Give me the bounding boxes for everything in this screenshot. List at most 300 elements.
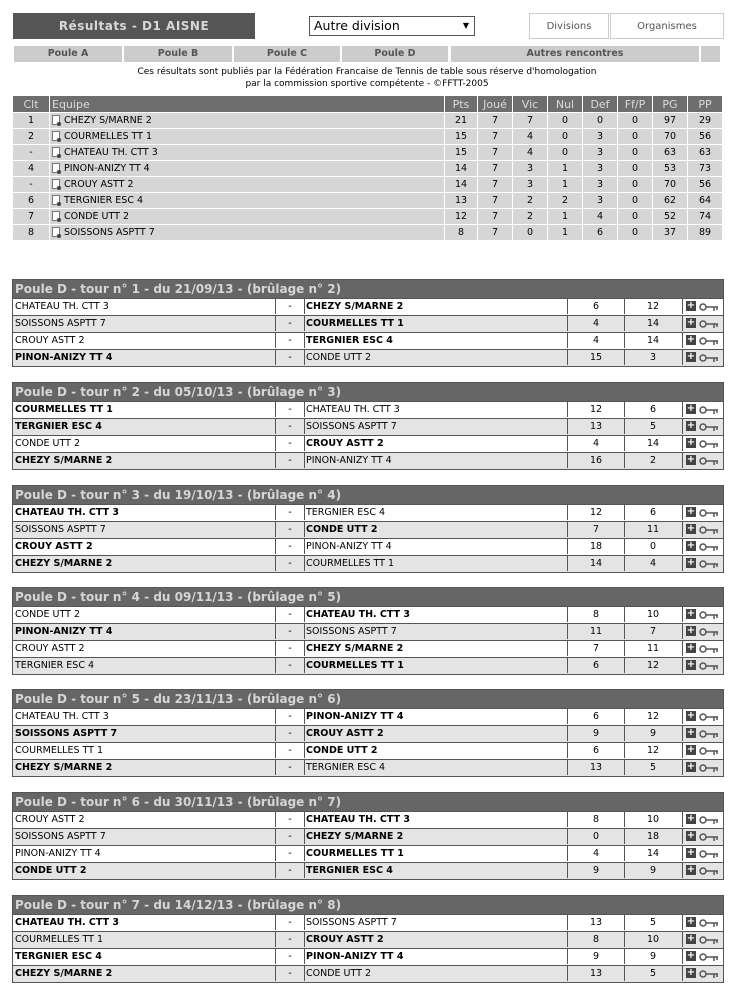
stat-cell: 15 — [445, 129, 477, 144]
away-team: PINON-ANIZY TT 4 — [306, 711, 404, 722]
stat-cell: 97 — [653, 113, 687, 128]
stat-cell: 56 — [688, 177, 722, 192]
away-score: 11 — [624, 641, 683, 656]
stat-cell: 12 — [445, 209, 477, 224]
key-icon[interactable] — [699, 866, 719, 876]
col-clt: Clt — [13, 96, 49, 112]
stat-cell: 0 — [618, 177, 652, 192]
stat-cell: 4 — [13, 161, 49, 176]
stat-cell: 6 — [583, 225, 617, 240]
away-team: COURMELLES TT 1 — [306, 558, 395, 569]
home-team: CROUY ASTT 2 — [15, 335, 85, 346]
home-team: TERGNIER ESC 4 — [15, 951, 102, 962]
home-score: 4 — [567, 333, 625, 348]
match-row — [13, 521, 723, 538]
home-team: SOISSONS ASPTT 7 — [15, 524, 106, 535]
team-cell — [50, 225, 444, 240]
away-team: TERGNIER ESC 4 — [306, 762, 386, 773]
away-team: TERGNIER ESC 4 — [306, 507, 386, 518]
stat-cell: 21 — [445, 113, 477, 128]
stat-cell: 0 — [548, 129, 582, 144]
expand-plus-icon[interactable]: + — [686, 334, 696, 345]
match-actions — [683, 932, 723, 947]
team-name[interactable]: PINON-ANIZY TT 4 — [64, 163, 150, 174]
stat-cell: 63 — [688, 145, 722, 160]
score-separator: - — [275, 402, 305, 417]
score-separator: - — [275, 333, 305, 348]
match-row — [13, 845, 723, 862]
team-detail-icon[interactable] — [52, 211, 60, 221]
expand-plus-icon[interactable]: + — [686, 557, 696, 568]
round-title: Poule D - tour n° 4 - du 09/11/13 - (brûlage n° 5) — [13, 588, 723, 606]
away-score: 5 — [624, 966, 683, 981]
home-score: 7 — [567, 522, 625, 537]
tab-autres-rencontres[interactable]: Autres rencontres — [451, 46, 699, 62]
away-team: CROUY ASTT 2 — [306, 438, 384, 449]
away-score: 4 — [624, 556, 683, 571]
round-block — [12, 382, 724, 470]
score-separator: - — [275, 453, 305, 468]
stat-cell: 4 — [513, 129, 547, 144]
expand-plus-icon[interactable]: + — [686, 847, 696, 858]
score-separator: - — [275, 350, 305, 365]
home-team: PINON-ANIZY TT 4 — [15, 848, 101, 859]
stat-cell: 13 — [445, 193, 477, 208]
away-score: 5 — [624, 760, 683, 775]
home-score: 6 — [567, 743, 625, 758]
stat-cell: 1 — [548, 161, 582, 176]
col-pp: PP — [688, 96, 722, 112]
divisions-link[interactable]: Divisions — [529, 13, 609, 39]
round-title: Poule D - tour n° 5 - du 23/11/13 - (brûlage n° 6) — [13, 690, 723, 708]
away-score: 6 — [624, 402, 683, 417]
away-team: CHEZY S/MARNE 2 — [306, 301, 404, 312]
away-score: 0 — [624, 539, 683, 554]
key-icon[interactable] — [699, 302, 719, 312]
match-row — [13, 828, 723, 845]
header-bar — [13, 13, 724, 39]
stat-cell: 70 — [653, 177, 687, 192]
match-actions — [683, 709, 723, 724]
match-actions — [683, 299, 723, 314]
away-team: CONDE UTT 2 — [306, 524, 378, 535]
stat-cell: - — [13, 177, 49, 192]
stat-cell: 73 — [688, 161, 722, 176]
stat-cell: 7 — [513, 113, 547, 128]
match-actions — [683, 505, 723, 520]
key-icon[interactable] — [699, 627, 719, 637]
away-team: PINON-ANIZY TT 4 — [306, 951, 404, 962]
home-team: SOISSONS ASPTT 7 — [15, 831, 106, 842]
round-title: Poule D - tour n° 3 - du 19/10/13 - (brûlage n° 4) — [13, 486, 723, 504]
expand-plus-icon[interactable]: + — [686, 540, 696, 551]
home-team: CHATEAU TH. CTT 3 — [15, 917, 120, 928]
notice-line-1: Ces résultats sont publiés par la Fédération Francaise de Tennis de table sous réserve d'homologation — [137, 67, 597, 77]
away-team: CONDE UTT 2 — [306, 745, 378, 756]
match-row — [13, 708, 723, 725]
stat-cell: 3 — [583, 129, 617, 144]
match-row — [13, 452, 723, 469]
team-detail-icon[interactable] — [52, 195, 60, 205]
match-row — [13, 759, 723, 776]
team-name[interactable]: CROUY ASTT 2 — [64, 179, 134, 190]
expand-plus-icon[interactable]: + — [686, 625, 696, 636]
key-icon[interactable] — [699, 610, 719, 620]
match-actions — [683, 966, 723, 981]
stat-cell: 3 — [583, 193, 617, 208]
key-icon[interactable] — [699, 508, 719, 518]
stat-cell: 1 — [548, 177, 582, 192]
match-row — [13, 332, 723, 349]
match-actions — [683, 436, 723, 451]
score-separator: - — [275, 949, 305, 964]
home-team: PINON-ANIZY TT 4 — [15, 352, 113, 363]
score-separator: - — [275, 760, 305, 775]
away-team: CHEZY S/MARNE 2 — [306, 831, 404, 842]
col-nul: Nul — [548, 96, 582, 112]
round-block — [12, 279, 724, 367]
stat-cell: 2 — [513, 209, 547, 224]
home-team: CHATEAU TH. CTT 3 — [15, 711, 109, 722]
expand-plus-icon[interactable]: + — [686, 727, 696, 738]
home-score: 4 — [567, 316, 625, 331]
match-row — [13, 965, 723, 982]
score-separator: - — [275, 915, 305, 930]
tab-spacer — [701, 46, 720, 62]
standings-row — [13, 145, 722, 160]
stat-cell: 89 — [688, 225, 722, 240]
stat-cell: 64 — [688, 193, 722, 208]
round-block — [12, 485, 724, 573]
key-icon[interactable] — [699, 353, 719, 363]
home-score: 9 — [567, 949, 625, 964]
key-icon[interactable] — [699, 815, 719, 825]
team-cell — [50, 145, 444, 160]
stat-cell: - — [13, 145, 49, 160]
key-icon[interactable] — [699, 439, 719, 449]
key-icon[interactable] — [699, 336, 719, 346]
home-score: 0 — [567, 829, 625, 844]
expand-plus-icon[interactable]: + — [686, 608, 696, 619]
round-title: Poule D - tour n° 1 - du 21/09/13 - (brûlage n° 2) — [13, 280, 723, 298]
key-icon[interactable] — [699, 422, 719, 432]
expand-plus-icon[interactable]: + — [686, 830, 696, 841]
team-name[interactable]: CHATEAU TH. CTT 3 — [64, 147, 158, 158]
stat-cell: 8 — [445, 225, 477, 240]
stat-cell: 1 — [548, 225, 582, 240]
match-row — [13, 811, 723, 828]
home-score: 14 — [567, 556, 625, 571]
away-team: CHATEAU TH. CTT 3 — [306, 404, 400, 415]
division-title: Résultats - D1 AISNE — [13, 13, 255, 39]
expand-plus-icon[interactable]: + — [686, 523, 696, 534]
match-actions — [683, 641, 723, 656]
home-team: TERGNIER ESC 4 — [15, 421, 102, 432]
match-row — [13, 504, 723, 521]
team-name[interactable]: TERGNIER ESC 4 — [64, 195, 144, 206]
stat-cell: 4 — [513, 145, 547, 160]
stat-cell: 14 — [445, 177, 477, 192]
round-block — [12, 689, 724, 777]
team-name[interactable]: COURMELLES TT 1 — [64, 131, 153, 142]
home-score: 12 — [567, 402, 625, 417]
score-separator: - — [275, 299, 305, 314]
match-row — [13, 948, 723, 965]
key-icon[interactable] — [699, 525, 719, 535]
match-row — [13, 606, 723, 623]
stat-cell: 37 — [653, 225, 687, 240]
match-row — [13, 657, 723, 674]
expand-plus-icon[interactable]: + — [686, 300, 696, 311]
away-score: 12 — [624, 658, 683, 673]
match-row — [13, 623, 723, 640]
away-team: PINON-ANIZY TT 4 — [306, 541, 392, 552]
key-icon[interactable] — [699, 763, 719, 773]
home-team: CHEZY S/MARNE 2 — [15, 558, 113, 569]
away-team: CHATEAU TH. CTT 3 — [306, 609, 411, 620]
stat-cell: 53 — [653, 161, 687, 176]
match-row — [13, 538, 723, 555]
stat-cell: 15 — [445, 145, 477, 160]
score-separator: - — [275, 709, 305, 724]
away-score: 3 — [624, 350, 683, 365]
away-score: 14 — [624, 846, 683, 861]
stat-cell: 0 — [548, 145, 582, 160]
round-title: Poule D - tour n° 2 - du 05/10/13 - (brûlage n° 3) — [13, 383, 723, 401]
key-icon[interactable] — [699, 746, 719, 756]
expand-plus-icon[interactable]: + — [686, 437, 696, 448]
stat-cell: 0 — [618, 209, 652, 224]
away-team: CHATEAU TH. CTT 3 — [306, 814, 411, 825]
key-icon[interactable] — [699, 405, 719, 415]
match-actions — [683, 829, 723, 844]
team-detail-icon[interactable] — [52, 163, 60, 173]
expand-plus-icon[interactable]: + — [686, 710, 696, 721]
match-actions — [683, 658, 723, 673]
key-icon[interactable] — [699, 319, 719, 329]
team-name[interactable]: SOISSONS ASPTT 7 — [64, 227, 155, 238]
expand-plus-icon[interactable]: + — [686, 761, 696, 772]
home-score: 15 — [567, 350, 625, 365]
stat-cell: 3 — [583, 145, 617, 160]
chevron-down-icon: ▼ — [462, 21, 469, 30]
expand-plus-icon[interactable]: + — [686, 950, 696, 961]
col-vic: Vic — [513, 96, 547, 112]
team-detail-icon[interactable] — [52, 227, 60, 237]
notice-line-2: par la commission sportive compétente - ©FFTT-2005 — [245, 79, 489, 89]
expand-plus-icon[interactable]: + — [686, 454, 696, 465]
away-score: 11 — [624, 522, 683, 537]
match-row — [13, 349, 723, 366]
away-team: SOISSONS ASPTT 7 — [306, 917, 397, 928]
home-score: 6 — [567, 299, 625, 314]
stat-cell: 8 — [13, 225, 49, 240]
team-name[interactable]: CONDE UTT 2 — [64, 211, 130, 222]
expand-plus-icon[interactable]: + — [686, 420, 696, 431]
key-icon[interactable] — [699, 644, 719, 654]
home-team: CONDE UTT 2 — [15, 609, 81, 620]
team-cell — [50, 113, 444, 128]
match-row — [13, 725, 723, 742]
expand-plus-icon[interactable]: + — [686, 933, 696, 944]
home-team: TERGNIER ESC 4 — [15, 660, 95, 671]
match-actions — [683, 743, 723, 758]
stat-cell: 3 — [583, 161, 617, 176]
score-separator: - — [275, 607, 305, 622]
match-actions — [683, 402, 723, 417]
home-score: 13 — [567, 419, 625, 434]
key-icon[interactable] — [699, 661, 719, 671]
score-separator: - — [275, 624, 305, 639]
home-team: CROUY ASTT 2 — [15, 643, 85, 654]
stat-cell: 3 — [513, 177, 547, 192]
home-team: SOISSONS ASPTT 7 — [15, 728, 118, 739]
team-detail-icon[interactable] — [52, 147, 60, 157]
away-team: CROUY ASTT 2 — [306, 934, 384, 945]
stat-cell: 7 — [478, 209, 512, 224]
col-def: Def — [583, 96, 617, 112]
score-separator: - — [275, 726, 305, 741]
expand-plus-icon[interactable]: + — [686, 967, 696, 978]
key-icon[interactable] — [699, 729, 719, 739]
home-score: 13 — [567, 760, 625, 775]
expand-plus-icon[interactable]: + — [686, 813, 696, 824]
expand-plus-icon[interactable]: + — [686, 642, 696, 653]
expand-plus-icon[interactable]: + — [686, 317, 696, 328]
away-team: SOISSONS ASPTT 7 — [306, 421, 397, 432]
score-separator: - — [275, 863, 305, 878]
organismes-link[interactable]: Organismes — [610, 13, 724, 39]
stat-cell: 3 — [583, 177, 617, 192]
tab-poule-a[interactable]: Poule A — [14, 46, 122, 62]
score-separator: - — [275, 812, 305, 827]
home-team: CHEZY S/MARNE 2 — [15, 762, 113, 773]
standings-table — [12, 95, 723, 241]
team-cell — [50, 209, 444, 224]
away-score: 10 — [624, 607, 683, 622]
expand-plus-icon[interactable]: + — [686, 351, 696, 362]
home-team: CONDE UTT 2 — [15, 865, 87, 876]
expand-plus-icon[interactable]: + — [686, 659, 696, 670]
match-actions — [683, 607, 723, 622]
stat-cell: 7 — [478, 161, 512, 176]
home-score: 7 — [567, 641, 625, 656]
score-separator: - — [275, 316, 305, 331]
home-score: 6 — [567, 658, 625, 673]
expand-plus-icon[interactable]: + — [686, 916, 696, 927]
stat-cell: 3 — [513, 161, 547, 176]
match-row — [13, 862, 723, 879]
stat-cell: 6 — [13, 193, 49, 208]
home-score: 9 — [567, 863, 625, 878]
stat-cell: 0 — [548, 113, 582, 128]
away-score: 12 — [624, 709, 683, 724]
away-team: COURMELLES TT 1 — [306, 318, 404, 329]
tab-poule-c[interactable]: Poule C — [234, 46, 340, 62]
stat-cell: 0 — [618, 129, 652, 144]
away-team: CONDE UTT 2 — [306, 352, 372, 363]
home-score: 4 — [567, 436, 625, 451]
team-name[interactable]: CHEZY S/MARNE 2 — [64, 115, 152, 126]
away-score: 5 — [624, 419, 683, 434]
standings-row — [13, 193, 722, 208]
away-score: 10 — [624, 932, 683, 947]
key-icon[interactable] — [699, 969, 719, 979]
team-cell — [50, 193, 444, 208]
home-score: 12 — [567, 505, 625, 520]
match-row — [13, 435, 723, 452]
key-icon[interactable] — [699, 559, 719, 569]
stat-cell: 63 — [653, 145, 687, 160]
match-row — [13, 742, 723, 759]
match-actions — [683, 812, 723, 827]
score-separator: - — [275, 436, 305, 451]
key-icon[interactable] — [699, 849, 719, 859]
division-select[interactable] — [309, 16, 475, 36]
expand-plus-icon[interactable]: + — [686, 506, 696, 517]
stat-cell: 7 — [478, 193, 512, 208]
home-score: 18 — [567, 539, 625, 554]
away-score: 14 — [624, 333, 683, 348]
stat-cell: 0 — [583, 113, 617, 128]
key-icon[interactable] — [699, 832, 719, 842]
score-separator: - — [275, 556, 305, 571]
round-block — [12, 792, 724, 880]
team-detail-icon[interactable] — [52, 115, 60, 125]
away-score: 9 — [624, 863, 683, 878]
expand-plus-icon[interactable]: + — [686, 744, 696, 755]
team-detail-icon[interactable] — [52, 131, 60, 141]
match-actions — [683, 419, 723, 434]
stat-cell: 56 — [688, 129, 722, 144]
home-team: CHATEAU TH. CTT 3 — [15, 301, 109, 312]
standings-row — [13, 161, 722, 176]
stat-cell: 2 — [13, 129, 49, 144]
match-row — [13, 298, 723, 315]
stat-cell: 1 — [548, 209, 582, 224]
home-team: COURMELLES TT 1 — [15, 934, 104, 945]
standings-row — [13, 225, 722, 240]
away-team: CHEZY S/MARNE 2 — [306, 643, 404, 654]
key-icon[interactable] — [699, 542, 719, 552]
score-separator: - — [275, 505, 305, 520]
key-icon[interactable] — [699, 935, 719, 945]
team-detail-icon[interactable] — [52, 179, 60, 189]
match-actions — [683, 522, 723, 537]
away-score: 12 — [624, 299, 683, 314]
home-team: CHEZY S/MARNE 2 — [15, 455, 113, 466]
home-team: SOISSONS ASPTT 7 — [15, 318, 106, 329]
home-score: 9 — [567, 726, 625, 741]
home-team: PINON-ANIZY TT 4 — [15, 626, 113, 637]
key-icon[interactable] — [699, 918, 719, 928]
round-title: Poule D - tour n° 7 - du 14/12/13 - (brûlage n° 8) — [13, 896, 723, 914]
tab-poule-b[interactable]: Poule B — [124, 46, 232, 62]
key-icon[interactable] — [699, 456, 719, 466]
score-separator: - — [275, 932, 305, 947]
col-joue: Joué — [478, 96, 512, 112]
stat-cell: 74 — [688, 209, 722, 224]
key-icon[interactable] — [699, 952, 719, 962]
expand-plus-icon[interactable]: + — [686, 403, 696, 414]
key-icon[interactable] — [699, 712, 719, 722]
expand-plus-icon[interactable]: + — [686, 864, 696, 875]
away-score: 14 — [624, 436, 683, 451]
tab-poule-d[interactable]: Poule D — [342, 46, 448, 62]
match-row — [13, 315, 723, 332]
division-select-value: Autre division — [314, 18, 400, 33]
stat-cell: 52 — [653, 209, 687, 224]
